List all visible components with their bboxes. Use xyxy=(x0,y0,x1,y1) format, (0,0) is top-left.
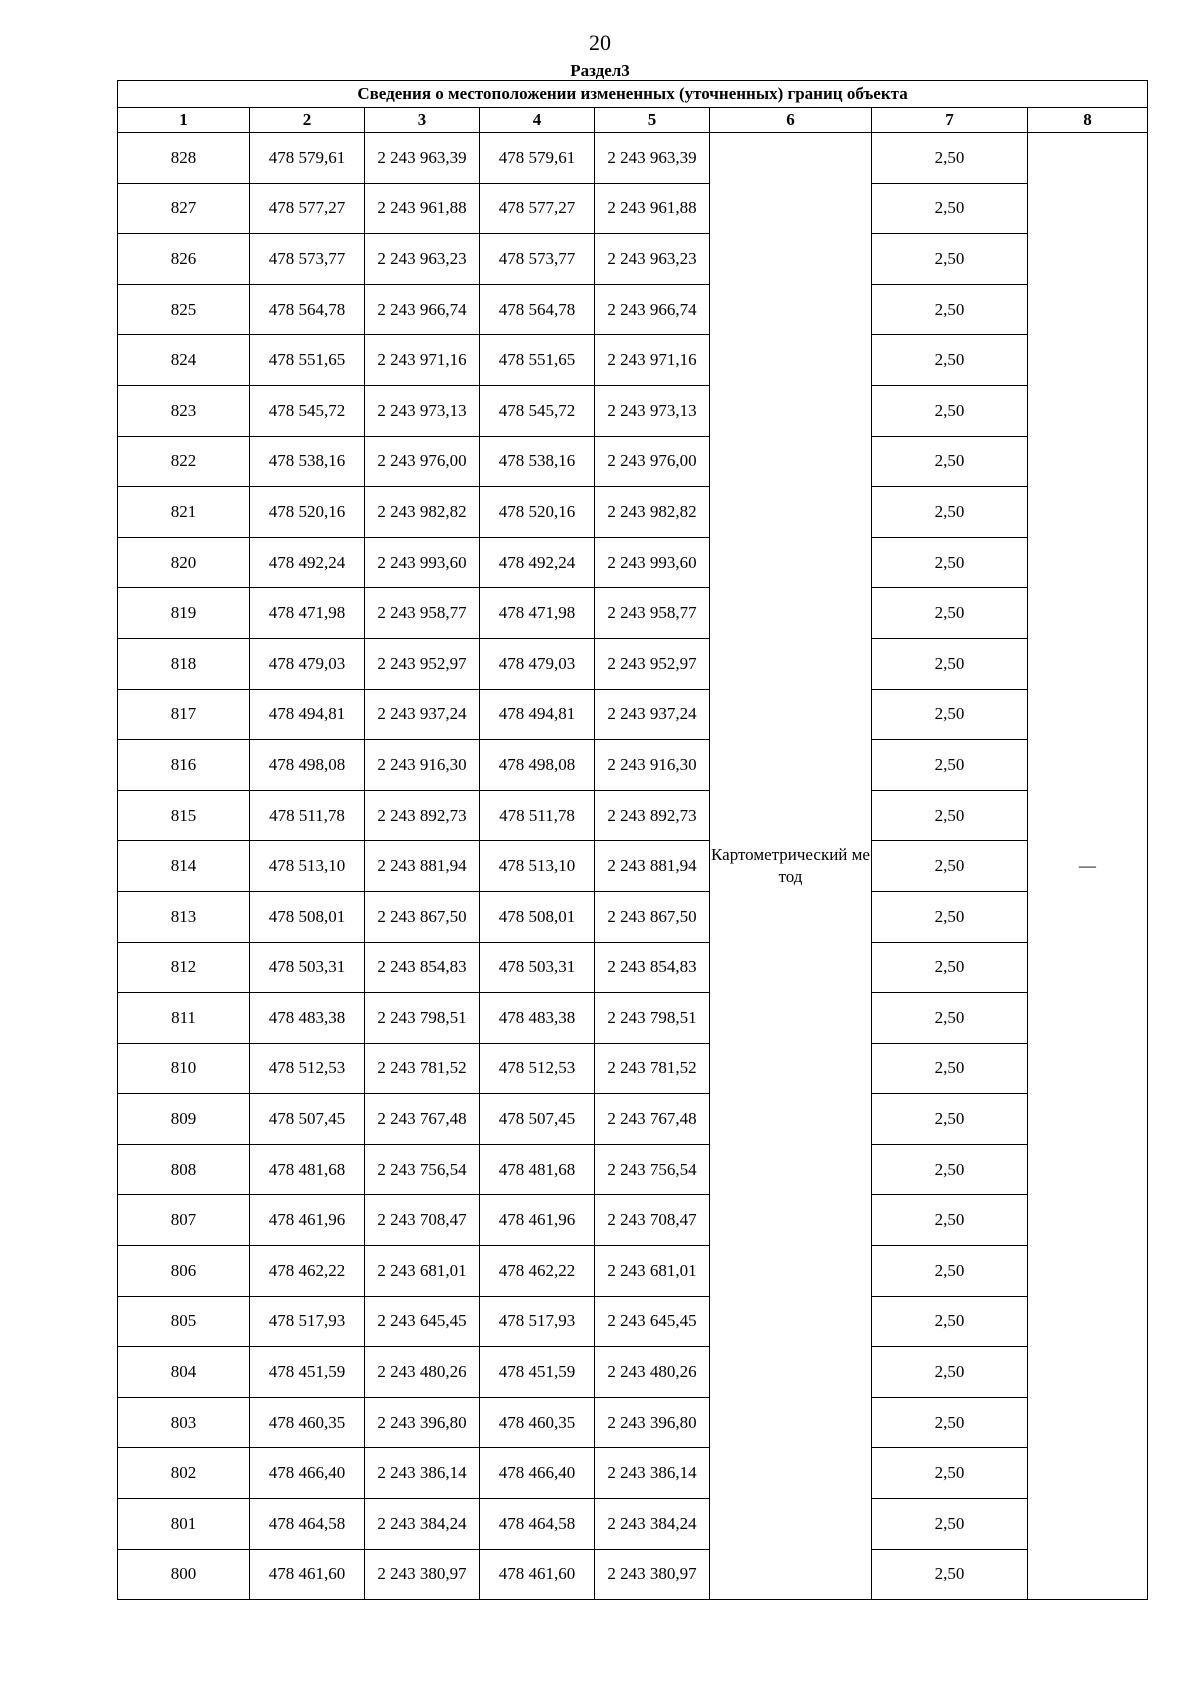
x-old-cell: 478 498,08 xyxy=(250,740,365,791)
table-row xyxy=(118,537,1148,588)
point-number-cell: 825 xyxy=(118,284,250,335)
x-old-cell: 478 577,27 xyxy=(250,183,365,234)
y-old-cell: 2 243 396,80 xyxy=(365,1397,480,1448)
x-old-cell: 478 508,01 xyxy=(250,891,365,942)
y-new-cell: 2 243 892,73 xyxy=(595,790,710,841)
table-row xyxy=(118,638,1148,689)
x-new-cell: 478 503,31 xyxy=(480,942,595,993)
accuracy-cell: 2,50 xyxy=(872,335,1028,386)
x-new-cell: 478 479,03 xyxy=(480,638,595,689)
x-new-cell: 478 538,16 xyxy=(480,436,595,487)
x-old-cell: 478 512,53 xyxy=(250,1043,365,1094)
accuracy-cell: 2,50 xyxy=(872,183,1028,234)
column-number: 2 xyxy=(250,108,365,133)
y-old-cell: 2 243 867,50 xyxy=(365,891,480,942)
x-new-cell: 478 507,45 xyxy=(480,1094,595,1145)
y-new-cell: 2 243 982,82 xyxy=(595,487,710,538)
y-old-cell: 2 243 798,51 xyxy=(365,993,480,1044)
point-number-cell: 813 xyxy=(118,891,250,942)
section-title: Раздел3 xyxy=(570,61,630,80)
y-new-cell: 2 243 961,88 xyxy=(595,183,710,234)
accuracy-cell: 2,50 xyxy=(872,638,1028,689)
x-old-cell: 478 464,58 xyxy=(250,1499,365,1550)
x-new-cell: 478 551,65 xyxy=(480,335,595,386)
point-number-cell: 827 xyxy=(118,183,250,234)
x-old-cell: 478 517,93 xyxy=(250,1296,365,1347)
table-row xyxy=(118,1549,1148,1600)
y-old-cell: 2 243 982,82 xyxy=(365,487,480,538)
y-new-cell: 2 243 708,47 xyxy=(595,1195,710,1246)
accuracy-cell: 2,50 xyxy=(872,1094,1028,1145)
x-new-cell: 478 461,60 xyxy=(480,1549,595,1600)
point-number-cell: 826 xyxy=(118,234,250,285)
x-old-cell: 478 538,16 xyxy=(250,436,365,487)
x-old-cell: 478 461,96 xyxy=(250,1195,365,1246)
x-old-cell: 478 551,65 xyxy=(250,335,365,386)
x-new-cell: 478 460,35 xyxy=(480,1397,595,1448)
table-row xyxy=(118,133,1148,184)
point-number-cell: 828 xyxy=(118,133,250,184)
point-number-cell: 801 xyxy=(118,1499,250,1550)
x-old-cell: 478 479,03 xyxy=(250,638,365,689)
y-old-cell: 2 243 767,48 xyxy=(365,1094,480,1145)
table-row xyxy=(118,335,1148,386)
point-number-cell: 810 xyxy=(118,1043,250,1094)
note-cell: — xyxy=(1028,133,1148,1600)
accuracy-cell: 2,50 xyxy=(872,1043,1028,1094)
column-number: 8 xyxy=(1028,108,1148,133)
x-old-cell: 478 462,22 xyxy=(250,1246,365,1297)
y-new-cell: 2 243 952,97 xyxy=(595,638,710,689)
y-new-cell: 2 243 937,24 xyxy=(595,689,710,740)
x-new-cell: 478 483,38 xyxy=(480,993,595,1044)
point-number-cell: 820 xyxy=(118,537,250,588)
y-new-cell: 2 243 396,80 xyxy=(595,1397,710,1448)
x-new-cell: 478 577,27 xyxy=(480,183,595,234)
point-number-cell: 816 xyxy=(118,740,250,791)
point-number-cell: 812 xyxy=(118,942,250,993)
y-old-cell: 2 243 976,00 xyxy=(365,436,480,487)
y-old-cell: 2 243 781,52 xyxy=(365,1043,480,1094)
x-new-cell: 478 498,08 xyxy=(480,740,595,791)
y-new-cell: 2 243 976,00 xyxy=(595,436,710,487)
table-row xyxy=(118,1043,1148,1094)
x-new-cell: 478 481,68 xyxy=(480,1144,595,1195)
y-old-cell: 2 243 881,94 xyxy=(365,841,480,892)
point-number-cell: 803 xyxy=(118,1397,250,1448)
point-number-cell: 819 xyxy=(118,588,250,639)
x-old-cell: 478 503,31 xyxy=(250,942,365,993)
accuracy-cell: 2,50 xyxy=(872,1397,1028,1448)
table-caption: Сведения о местоположении измененных (уточненных) границ объекта xyxy=(118,81,1148,108)
y-old-cell: 2 243 916,30 xyxy=(365,740,480,791)
point-number-cell: 818 xyxy=(118,638,250,689)
x-new-cell: 478 520,16 xyxy=(480,487,595,538)
table-row xyxy=(118,487,1148,538)
y-new-cell: 2 243 380,97 xyxy=(595,1549,710,1600)
column-number: 3 xyxy=(365,108,480,133)
table-row xyxy=(118,841,1148,892)
table-row xyxy=(118,385,1148,436)
table-row xyxy=(118,740,1148,791)
y-new-cell: 2 243 881,94 xyxy=(595,841,710,892)
x-old-cell: 478 492,24 xyxy=(250,537,365,588)
accuracy-cell: 2,50 xyxy=(872,385,1028,436)
accuracy-cell: 2,50 xyxy=(872,234,1028,285)
y-new-cell: 2 243 867,50 xyxy=(595,891,710,942)
y-old-cell: 2 243 681,01 xyxy=(365,1246,480,1297)
point-number-cell: 806 xyxy=(118,1246,250,1297)
y-old-cell: 2 243 756,54 xyxy=(365,1144,480,1195)
table-row xyxy=(118,1094,1148,1145)
point-number-cell: 809 xyxy=(118,1094,250,1145)
point-number-cell: 802 xyxy=(118,1448,250,1499)
x-new-cell: 478 508,01 xyxy=(480,891,595,942)
table-row xyxy=(118,993,1148,1044)
x-new-cell: 478 464,58 xyxy=(480,1499,595,1550)
x-new-cell: 478 466,40 xyxy=(480,1448,595,1499)
point-number-cell: 807 xyxy=(118,1195,250,1246)
table-body xyxy=(118,133,1148,1600)
table-row xyxy=(118,1246,1148,1297)
accuracy-cell: 2,50 xyxy=(872,133,1028,184)
x-new-cell: 478 462,22 xyxy=(480,1246,595,1297)
x-old-cell: 478 481,68 xyxy=(250,1144,365,1195)
table-row xyxy=(118,284,1148,335)
y-new-cell: 2 243 384,24 xyxy=(595,1499,710,1550)
y-old-cell: 2 243 384,24 xyxy=(365,1499,480,1550)
page-number: 20 xyxy=(589,30,611,55)
x-new-cell: 478 511,78 xyxy=(480,790,595,841)
point-number-cell: 808 xyxy=(118,1144,250,1195)
accuracy-cell: 2,50 xyxy=(872,1549,1028,1600)
x-old-cell: 478 451,59 xyxy=(250,1347,365,1398)
y-new-cell: 2 243 645,45 xyxy=(595,1296,710,1347)
x-old-cell: 478 573,77 xyxy=(250,234,365,285)
x-new-cell: 478 573,77 xyxy=(480,234,595,285)
y-old-cell: 2 243 892,73 xyxy=(365,790,480,841)
y-old-cell: 2 243 380,97 xyxy=(365,1549,480,1600)
accuracy-cell: 2,50 xyxy=(872,891,1028,942)
accuracy-cell: 2,50 xyxy=(872,537,1028,588)
y-old-cell: 2 243 958,77 xyxy=(365,588,480,639)
accuracy-cell: 2,50 xyxy=(872,740,1028,791)
table-row xyxy=(118,1448,1148,1499)
y-new-cell: 2 243 681,01 xyxy=(595,1246,710,1297)
table-row xyxy=(118,790,1148,841)
table-row xyxy=(118,1347,1148,1398)
point-number-cell: 804 xyxy=(118,1347,250,1398)
y-new-cell: 2 243 854,83 xyxy=(595,942,710,993)
x-new-cell: 478 492,24 xyxy=(480,537,595,588)
boundary-coordinates-table xyxy=(117,80,1148,1600)
point-number-cell: 822 xyxy=(118,436,250,487)
accuracy-cell: 2,50 xyxy=(872,993,1028,1044)
y-old-cell: 2 243 480,26 xyxy=(365,1347,480,1398)
accuracy-cell: 2,50 xyxy=(872,942,1028,993)
table-row xyxy=(118,436,1148,487)
accuracy-cell: 2,50 xyxy=(872,487,1028,538)
x-old-cell: 478 471,98 xyxy=(250,588,365,639)
table-row xyxy=(118,1397,1148,1448)
x-new-cell: 478 471,98 xyxy=(480,588,595,639)
table-row xyxy=(118,1144,1148,1195)
column-number: 7 xyxy=(872,108,1028,133)
table-row xyxy=(118,891,1148,942)
point-number-cell: 811 xyxy=(118,993,250,1044)
table-row xyxy=(118,1499,1148,1550)
x-new-cell: 478 513,10 xyxy=(480,841,595,892)
point-number-cell: 821 xyxy=(118,487,250,538)
y-new-cell: 2 243 480,26 xyxy=(595,1347,710,1398)
accuracy-cell: 2,50 xyxy=(872,588,1028,639)
accuracy-cell: 2,50 xyxy=(872,841,1028,892)
x-new-cell: 478 461,96 xyxy=(480,1195,595,1246)
point-number-cell: 815 xyxy=(118,790,250,841)
table-row xyxy=(118,234,1148,285)
column-number: 1 xyxy=(118,108,250,133)
x-old-cell: 478 483,38 xyxy=(250,993,365,1044)
y-old-cell: 2 243 708,47 xyxy=(365,1195,480,1246)
y-old-cell: 2 243 645,45 xyxy=(365,1296,480,1347)
accuracy-cell: 2,50 xyxy=(872,1296,1028,1347)
accuracy-cell: 2,50 xyxy=(872,790,1028,841)
x-old-cell: 478 461,60 xyxy=(250,1549,365,1600)
accuracy-cell: 2,50 xyxy=(872,1499,1028,1550)
y-old-cell: 2 243 993,60 xyxy=(365,537,480,588)
x-old-cell: 478 511,78 xyxy=(250,790,365,841)
column-number: 5 xyxy=(595,108,710,133)
y-new-cell: 2 243 993,60 xyxy=(595,537,710,588)
x-old-cell: 478 564,78 xyxy=(250,284,365,335)
y-old-cell: 2 243 937,24 xyxy=(365,689,480,740)
table-row xyxy=(118,1195,1148,1246)
point-number-cell: 814 xyxy=(118,841,250,892)
accuracy-cell: 2,50 xyxy=(872,284,1028,335)
accuracy-cell: 2,50 xyxy=(872,1195,1028,1246)
y-old-cell: 2 243 963,39 xyxy=(365,133,480,184)
table-row xyxy=(118,1296,1148,1347)
column-number: 6 xyxy=(710,108,872,133)
x-new-cell: 478 451,59 xyxy=(480,1347,595,1398)
x-new-cell: 478 564,78 xyxy=(480,284,595,335)
x-old-cell: 478 545,72 xyxy=(250,385,365,436)
table-row xyxy=(118,689,1148,740)
point-number-cell: 817 xyxy=(118,689,250,740)
y-old-cell: 2 243 386,14 xyxy=(365,1448,480,1499)
x-old-cell: 478 494,81 xyxy=(250,689,365,740)
x-old-cell: 478 507,45 xyxy=(250,1094,365,1145)
x-new-cell: 478 545,72 xyxy=(480,385,595,436)
point-number-cell: 823 xyxy=(118,385,250,436)
y-old-cell: 2 243 963,23 xyxy=(365,234,480,285)
y-new-cell: 2 243 966,74 xyxy=(595,284,710,335)
accuracy-cell: 2,50 xyxy=(872,436,1028,487)
point-number-cell: 800 xyxy=(118,1549,250,1600)
y-new-cell: 2 243 916,30 xyxy=(595,740,710,791)
x-old-cell: 478 466,40 xyxy=(250,1448,365,1499)
table-row xyxy=(118,588,1148,639)
x-new-cell: 478 494,81 xyxy=(480,689,595,740)
accuracy-cell: 2,50 xyxy=(872,1347,1028,1398)
y-old-cell: 2 243 961,88 xyxy=(365,183,480,234)
column-numbers-row xyxy=(118,108,1148,133)
x-old-cell: 478 579,61 xyxy=(250,133,365,184)
y-new-cell: 2 243 767,48 xyxy=(595,1094,710,1145)
y-old-cell: 2 243 854,83 xyxy=(365,942,480,993)
x-old-cell: 478 513,10 xyxy=(250,841,365,892)
y-new-cell: 2 243 963,39 xyxy=(595,133,710,184)
accuracy-cell: 2,50 xyxy=(872,689,1028,740)
y-new-cell: 2 243 971,16 xyxy=(595,335,710,386)
table-row xyxy=(118,942,1148,993)
y-new-cell: 2 243 781,52 xyxy=(595,1043,710,1094)
y-old-cell: 2 243 973,13 xyxy=(365,385,480,436)
accuracy-cell: 2,50 xyxy=(872,1448,1028,1499)
y-new-cell: 2 243 798,51 xyxy=(595,993,710,1044)
point-number-cell: 824 xyxy=(118,335,250,386)
table-row xyxy=(118,183,1148,234)
y-new-cell: 2 243 958,77 xyxy=(595,588,710,639)
y-new-cell: 2 243 756,54 xyxy=(595,1144,710,1195)
x-old-cell: 478 520,16 xyxy=(250,487,365,538)
x-new-cell: 478 517,93 xyxy=(480,1296,595,1347)
y-old-cell: 2 243 971,16 xyxy=(365,335,480,386)
accuracy-cell: 2,50 xyxy=(872,1246,1028,1297)
column-number: 4 xyxy=(480,108,595,133)
x-new-cell: 478 579,61 xyxy=(480,133,595,184)
x-new-cell: 478 512,53 xyxy=(480,1043,595,1094)
y-old-cell: 2 243 966,74 xyxy=(365,284,480,335)
method-cell: Картометрический метод xyxy=(710,133,872,1600)
x-old-cell: 478 460,35 xyxy=(250,1397,365,1448)
accuracy-cell: 2,50 xyxy=(872,1144,1028,1195)
point-number-cell: 805 xyxy=(118,1296,250,1347)
y-old-cell: 2 243 952,97 xyxy=(365,638,480,689)
y-new-cell: 2 243 386,14 xyxy=(595,1448,710,1499)
y-new-cell: 2 243 963,23 xyxy=(595,234,710,285)
y-new-cell: 2 243 973,13 xyxy=(595,385,710,436)
